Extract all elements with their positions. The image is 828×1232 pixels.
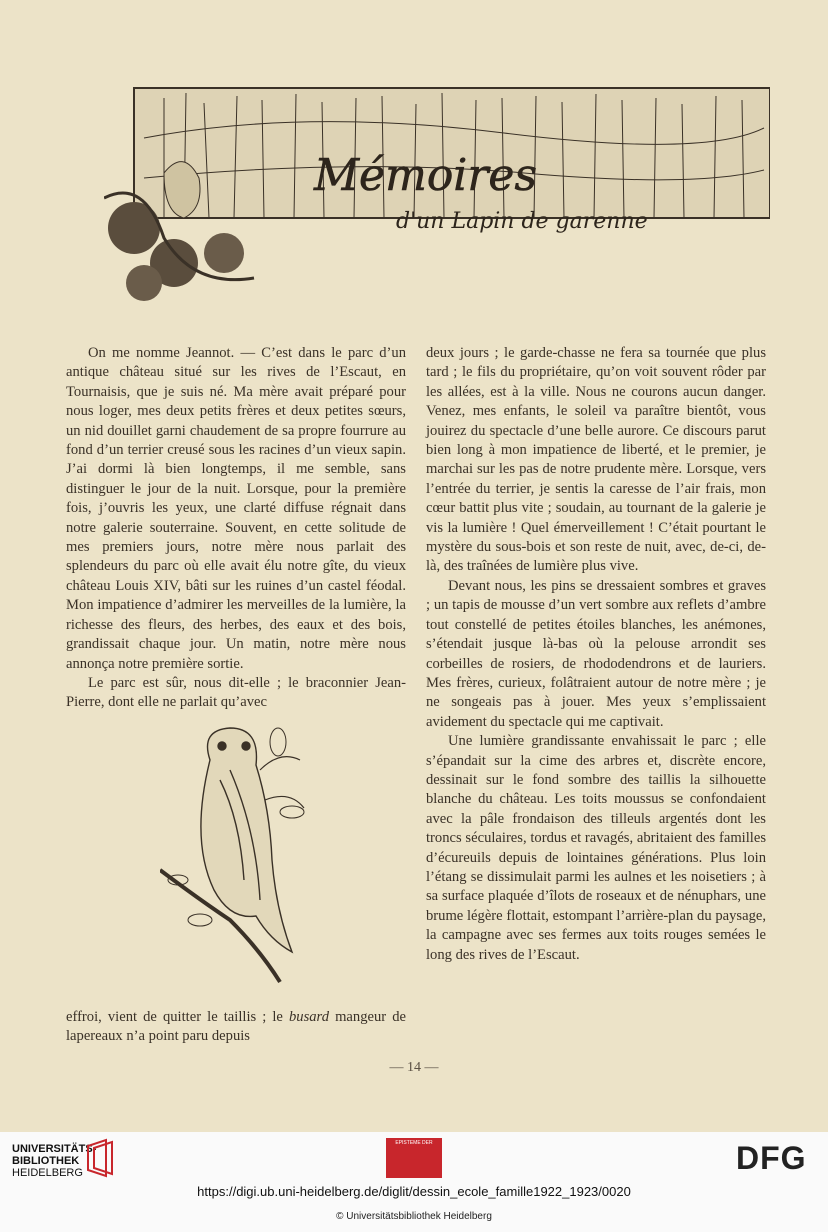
- banner-title-text: Mémoires: [314, 150, 538, 201]
- left-paragraph-1: On me nomme Jeannot. — C’est dans le parc d’un antique château situé sur les rives de l’Escaut, en Tournaisis, que je suis né. Ma mère avait préparé pour nous loger, mes deux petits frères et deux petites sœurs, un nid douillet garni chaudement de sa propre fourrure au fond d’un terrier creusé sous les racines d’un vieux sapin. J’ai dormi là bien longtemps, il me semble, sans distinguer le jour de la nuit. Lorsque, pour la première fois, j’ouvris les yeux, une clarté diffuse régnait dans notre galerie souterraine. Souvent, en cette solitude de mes premiers jours, notre mère nous parlait des splendeurs du parc où elle avait élu notre gîte, du vieux château Louis XIV, bâti sur les ruines d’un castel féodal. Mon impatience d’admirer les merveilles de la lumière, la richesse des fleurs, des herbes, des eaux et des bois, grandissait chaque jour. Un matin, notre mère nous annonça notre première sortie.: [66, 345, 406, 672]
- library-line-1: UNIVERSITÄTS-: [12, 1143, 97, 1155]
- page-number: — 14 —: [389, 1060, 439, 1075]
- source-url[interactable]: https://digi.ub.uni-heidelberg.de/diglit/dessin_ecole_famille1922_1923/0020: [197, 1184, 631, 1199]
- library-line-3: HEIDELBERG: [12, 1167, 83, 1179]
- library-logo-icon[interactable]: [84, 1138, 118, 1178]
- bottom-text-before: effroi, vient de quitter le taillis ; le: [66, 1009, 289, 1025]
- left-bottom-text: [66, 1008, 406, 1047]
- episteme-logo-text: EPISTEME DER: [395, 1140, 433, 1146]
- right-paragraph-1: deux jours ; le garde-chasse ne fera sa tournée que plus tard ; le fils du propriétaire, qu’on voit souvent rôder par les allées, est à la ville. Nous ne courons aucun danger. Venez, mes enfants, le soleil va paraître bientôt, vous jouirez du spectacle d’une belle aurore. Ce discours parut bien long à mon impatience de liberté, et le premier, je marchai sur les pas de notre prudente mère. Lorsque, vers l’entrée du terrier, je sentis la caresse de l’air frais, mon cœur battit plus vite ; soudain, au tournant de la galerie je vis la lumière ! Quel émerveillement ! C’était pourtant le mystère du sous-bois et son reste de nuit, avec, de-ci, de-là, des traînées de lumière plus vive.: [426, 345, 766, 575]
- right-paragraph-3: Une lumière grandissante envahissait le parc ; elle s’épandait sur la cime des arbres et, discrète encore, dessinait sur le fond sombre des taillis la silhouette blanche du château. Les toits moussus se confondaient avec la pâle frondaison des tilleuls argentés dont les troncs séculaires, tordus et ravagés, abritaient des familles d’écureuils depuis de lointaines générations. Plus loin l’étang se dissimulait parmi les aulnes et les noisetiers ; à sa surface plaquée d’îlots de roseaux et de nénuphars, une brume légère flottait, estompant l’arrière-plan du paysage, la campagne avec ses fermes aux toits rouges semées le long des rives de l’Escaut.: [426, 733, 766, 963]
- left-text-column: [66, 344, 406, 713]
- left-paragraph-2: Le parc est sûr, nous dit-elle ; le braconnier Jean-Pierre, dont elle ne parlait qu’avec: [66, 674, 406, 711]
- episteme-logo[interactable]: [386, 1138, 442, 1178]
- bottom-text-after: mangeur de lapereaux n’a point paru depuis: [66, 1009, 406, 1045]
- copyright-notice: © Universitätsbibliothek Heidelberg: [336, 1211, 492, 1222]
- right-text-column: [426, 344, 766, 965]
- bottom-italic-word: busard: [288, 1009, 329, 1025]
- right-paragraph-2: Devant nous, les pins se dressaient sombres et graves ; un tapis de mousse d’un vert sombre aux reflets d’ambre tout constellé de petites étoiles blanches, les anémones, s’étendait jusque là-bas où la pelouse arrondit ses corbeilles de rosiers, de rhododendrons et de lauriers. Mes frères, curieux, folâtraient autour de notre mère ; je ne songeais pas à jouer. Mes yeux s’emplissaient avidement du spectacle qui me captivait.: [426, 577, 766, 730]
- library-line-2: BIBLIOTHEK: [12, 1155, 80, 1167]
- dfg-logo[interactable]: DFG: [736, 1140, 807, 1176]
- bird-illustration: [160, 720, 310, 988]
- banner-subtitle-text: d'un Lapin de garenne: [396, 209, 648, 234]
- title-banner-illustration: [104, 78, 770, 304]
